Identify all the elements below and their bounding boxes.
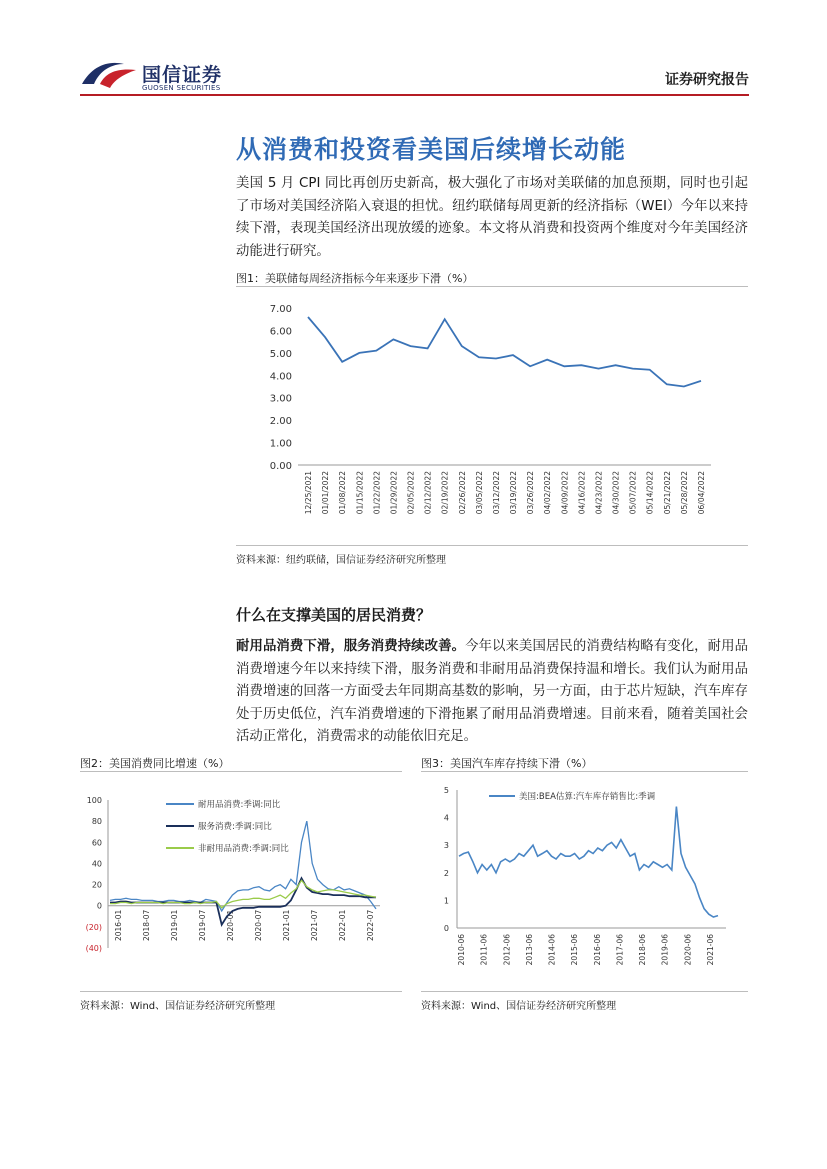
fig3-xtick-label: 2012-06 (502, 934, 512, 966)
section-lead: 耐用品消费下滑，服务消费持续改善。 (236, 639, 466, 654)
section-body: 今年以来美国居民的消费结构略有变化，耐用品消费增速今年以来持续下滑，服务消费和非耐用品消费保持温和增长。我们认为耐用品消费增速的回落一方面受去年同期高基数的影响，另一方面，由于芯片短缺，汽车库存处于历史低位，汽车消费增速的下滑拖累了耐用品消费增速。目前来看，随着美国社会活动正常化，消费需求的动能依旧充足。 (236, 639, 749, 744)
fig1-xtick-label: 02/05/2022 (406, 471, 416, 515)
fig3-xtick-label: 2015-06 (570, 934, 580, 966)
fig2-source: 资料来源：Wind、国信证券经济研究所整理 (80, 1001, 276, 1012)
fig3-xtick-label: 2014-06 (547, 934, 557, 966)
fig2-title: 图2：美国消费同比增速（%） (80, 757, 230, 770)
fig2-ytick-label: 100 (86, 796, 102, 805)
fig1-xtick-label: 04/02/2022 (543, 471, 553, 515)
fig2-ytick-label: 80 (91, 817, 102, 827)
fig2-xtick-label: 2022-07 (366, 909, 375, 942)
fig2-xtick-label: 2020-07 (254, 909, 263, 942)
logo-mark-icon (80, 58, 138, 92)
fig2-legend-label: 非耐用品消费:季调:同比 (198, 844, 289, 854)
fig2-chart (80, 776, 402, 988)
fig3-xtick-label: 2013-06 (524, 934, 534, 966)
fig1-xtick-label: 03/05/2022 (474, 471, 484, 515)
fig3-xtick-label: 2018-06 (638, 934, 648, 966)
fig1-source: 资料来源：纽约联储，国信证券经济研究所整理 (236, 555, 446, 566)
fig2-legend-label: 服务消费:季调:同比 (198, 822, 272, 832)
fig2-ytick-label: 40 (91, 859, 102, 869)
fig1-xtick-label: 03/12/2022 (491, 471, 501, 515)
fig1-xtick-label: 01/01/2022 (321, 471, 331, 515)
fig3-ytick-label: 2 (443, 868, 449, 878)
fig1-ytick-label: 2.00 (269, 416, 292, 428)
section-paragraph (236, 636, 748, 749)
fig1-bottom-rule (236, 545, 748, 546)
fig3-bottom-rule (421, 991, 748, 992)
fig1-ytick-label: 1.00 (269, 438, 292, 450)
fig1-xtick-label: 03/26/2022 (526, 471, 536, 515)
fig1-xtick-label: 02/19/2022 (440, 471, 450, 515)
fig1-ytick-label: 0.00 (269, 461, 292, 472)
fig3-series-line (459, 807, 718, 917)
fig2-ytick-label: 20 (91, 880, 102, 890)
fig1-xtick-label: 02/12/2022 (423, 471, 433, 515)
fig1-xtick-label: 05/21/2022 (662, 471, 672, 515)
fig2-top-rule (80, 771, 402, 772)
fig2-xtick-label: 2021-01 (282, 909, 291, 942)
fig1-xtick-label: 04/16/2022 (577, 471, 587, 515)
fig1-xtick-label: 05/28/2022 (679, 471, 689, 515)
fig1-xtick-label: 03/19/2022 (509, 471, 519, 515)
fig3-chart (421, 776, 748, 988)
fig3-source: 资料来源：Wind、国信证券经济研究所整理 (421, 1001, 617, 1012)
fig2-ytick-label: 0 (96, 901, 102, 911)
fig1-series-line (308, 317, 701, 387)
fig3-ytick-label: 5 (443, 786, 449, 795)
fig3-top-rule (421, 771, 748, 772)
fig1-ytick-label: 6.00 (269, 326, 292, 338)
fig1-xtick-label: 04/23/2022 (594, 471, 604, 515)
logo-text-en: GUOSEN SECURITIES (142, 84, 221, 92)
fig3-xtick-label: 2020-06 (683, 934, 693, 966)
fig3-ytick-label: 1 (443, 896, 449, 906)
fig3-xtick-label: 2021-06 (706, 934, 715, 966)
fig3-xtick-label: 2010-06 (457, 934, 466, 966)
fig1-top-rule (236, 286, 748, 287)
fig2-xtick-label: 2021-07 (310, 909, 319, 942)
intro-paragraph: 美国 5 月 CPI 同比再创历史新高，极大强化了市场对美联储的加息预期，同时也引起了市场对美国经济陷入衰退的担忧。纽约联储每周更新的经济指标（WEI）今年以来持续下滑，表现美国经济出现放缓的迹象。本文将从消费和投资两个维度对今年美国经济动能进行研究。 (236, 176, 748, 259)
fig3-ytick-label: 4 (443, 813, 449, 823)
fig2-xtick-label: 2019-07 (198, 909, 207, 942)
fig2-bottom-rule (80, 991, 402, 992)
fig1-xtick-label: 01/29/2022 (389, 471, 399, 515)
fig1-xtick-label: 01/08/2022 (338, 471, 348, 515)
fig1-ytick-label: 7.00 (269, 304, 292, 315)
fig1-xtick-label: 05/07/2022 (628, 471, 638, 515)
page-title: 从消费和投资看美国后续增长动能 (236, 135, 627, 164)
fig1-title: 图1：美联储每周经济指标今年来逐步下滑（%） (236, 272, 474, 285)
fig1-ytick-label: 5.00 (269, 348, 292, 360)
fig3-xtick-label: 2019-06 (660, 934, 670, 966)
fig3-ytick-label: 0 (443, 924, 449, 933)
fig2-ytick-label: (40) (85, 944, 102, 953)
fig2-series-line (110, 821, 376, 911)
logo-text-cn: 国信证券 (142, 64, 223, 86)
section-heading: 什么在支撑美国的居民消费？ (236, 606, 432, 624)
fig3-ytick-label: 3 (443, 841, 449, 851)
fig1-xtick-label: 02/26/2022 (457, 471, 467, 515)
fig2-xtick-label: 2020-01 (226, 909, 235, 942)
report-type-label: 证券研究报告 (665, 72, 749, 88)
fig3-xtick-label: 2017-06 (615, 934, 625, 966)
fig2-series-line (110, 880, 376, 908)
company-logo (80, 56, 240, 98)
fig1-ytick-label: 3.00 (269, 393, 292, 405)
fig1-xtick-label: 01/15/2022 (355, 471, 365, 515)
fig2-legend-label: 耐用品消费:季调:同比 (198, 800, 281, 810)
fig2-xtick-label: 2018-07 (142, 909, 151, 942)
fig3-title: 图3：美国汽车库存持续下滑（%） (421, 757, 593, 770)
fig1-chart (236, 290, 748, 540)
fig1-xtick-label: 04/30/2022 (611, 471, 621, 515)
fig3-xtick-label: 2011-06 (479, 934, 489, 966)
fig2-ytick-label: (20) (85, 922, 102, 932)
fig2-xtick-label: 2016-01 (114, 909, 123, 942)
fig1-ytick-label: 4.00 (269, 371, 292, 383)
fig1-xtick-label: 06/04/2022 (697, 471, 706, 515)
fig1-xtick-label: 04/09/2022 (560, 471, 570, 515)
fig2-ytick-label: 60 (91, 838, 102, 848)
fig3-xtick-label: 2016-06 (592, 934, 602, 966)
fig2-xtick-label: 2019-01 (170, 909, 179, 942)
header-divider (80, 94, 749, 96)
fig1-xtick-label: 05/14/2022 (645, 471, 655, 515)
fig1-xtick-label: 12/25/2021 (304, 471, 313, 515)
fig3-legend-label: 美国:BEA估算:汽车库存销售比:季调 (519, 792, 656, 802)
fig2-xtick-label: 2022-01 (338, 909, 347, 942)
fig1-xtick-label: 01/22/2022 (372, 471, 382, 515)
